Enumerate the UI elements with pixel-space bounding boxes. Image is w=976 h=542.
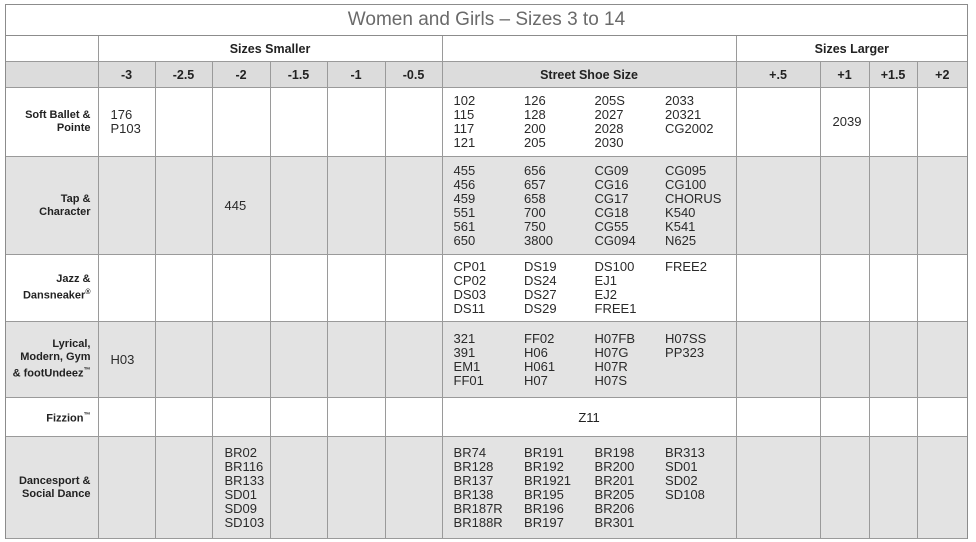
style-number: FREE2	[665, 259, 707, 274]
style-number: BR138	[453, 486, 494, 502]
style-number: H061	[524, 358, 556, 374]
table-row	[6, 322, 967, 398]
table-row	[6, 88, 967, 157]
size-cell	[327, 437, 385, 539]
column-header-blank	[6, 62, 98, 88]
size-cell	[327, 255, 385, 322]
style-number: 128	[524, 107, 546, 122]
style-number-column	[454, 332, 525, 388]
street-size-cell: Z11	[442, 398, 736, 437]
table-row	[6, 398, 967, 437]
style-number: N625	[665, 232, 697, 248]
style-number-column	[595, 332, 666, 388]
style-number-column	[524, 164, 595, 248]
size-cell	[385, 255, 442, 322]
style-number: CG2002	[665, 121, 714, 136]
size-cell	[270, 437, 327, 539]
style-number: BR128	[453, 458, 494, 474]
size-cell	[212, 398, 270, 437]
size-cell	[869, 437, 917, 539]
street-size-cell	[442, 157, 736, 255]
style-number: DS24	[524, 273, 557, 288]
style-number: CG55	[594, 218, 629, 234]
style-number: DS100	[594, 259, 635, 274]
size-cell	[98, 157, 155, 255]
size-cell	[155, 322, 212, 398]
style-number: DS03	[453, 287, 487, 302]
column-header: -0.5	[385, 62, 442, 88]
style-number: BR206	[594, 500, 635, 516]
size-cell	[917, 255, 967, 322]
style-number: 656	[524, 162, 546, 178]
size-cell	[212, 322, 270, 398]
style-number: FF02	[524, 330, 555, 346]
size-cell	[869, 255, 917, 322]
style-number-column	[454, 446, 525, 530]
style-number: BR197	[524, 514, 564, 530]
style-number: EM1	[453, 358, 481, 374]
style-number: BR205	[594, 486, 635, 502]
street-size-columns	[443, 164, 736, 248]
style-number: CP02	[453, 273, 487, 288]
size-cell	[155, 437, 212, 539]
size-cell	[98, 255, 155, 322]
style-number-column	[665, 446, 736, 530]
size-cell	[212, 88, 270, 157]
column-header: +.5	[736, 62, 820, 88]
style-number: CG095	[665, 162, 707, 178]
style-number: CG18	[594, 204, 629, 220]
style-number: H07R	[594, 358, 628, 374]
style-number: BR200	[594, 458, 635, 474]
style-number: H07G	[594, 344, 629, 360]
style-number-column	[454, 164, 525, 248]
style-number: 2030	[594, 135, 624, 150]
style-number: 561	[453, 218, 476, 234]
size-cell	[385, 88, 442, 157]
style-number: 117	[453, 121, 475, 136]
style-number-column	[665, 94, 736, 150]
style-number: DS19	[524, 259, 557, 274]
style-number: 551	[453, 204, 476, 220]
style-number-column	[595, 446, 666, 530]
style-number-column	[524, 332, 595, 388]
street-size-cell	[442, 88, 736, 157]
style-number: 200	[524, 121, 546, 136]
street-size-columns	[443, 94, 736, 150]
size-cell: 176 P103	[98, 88, 155, 157]
size-cell	[385, 437, 442, 539]
column-header: +1	[820, 62, 869, 88]
size-cell	[820, 437, 869, 539]
category-label: Dancesport & Social Dance	[6, 437, 98, 539]
style-number: 650	[453, 232, 476, 248]
style-number: H07FB	[594, 330, 636, 346]
style-number: EJ2	[594, 287, 617, 302]
size-cell	[385, 157, 442, 255]
size-cell	[736, 88, 820, 157]
style-number: CG100	[665, 176, 707, 192]
style-number-column	[595, 94, 666, 150]
size-cell	[155, 157, 212, 255]
style-number: BR1921	[524, 472, 572, 488]
style-number: BR191	[524, 444, 564, 460]
style-number-column	[665, 332, 736, 388]
style-number: 459	[453, 190, 476, 206]
style-number: BR137	[453, 472, 494, 488]
size-conversion-table	[6, 36, 967, 539]
size-cell	[385, 322, 442, 398]
size-cell	[155, 398, 212, 437]
size-cell	[736, 255, 820, 322]
style-number: CG16	[594, 176, 629, 192]
style-number: BR198	[594, 444, 635, 460]
style-number: DS29	[524, 301, 557, 316]
style-number: 121	[453, 135, 476, 150]
column-header: -1.5	[270, 62, 327, 88]
style-number: BR201	[594, 472, 635, 488]
size-cell	[869, 398, 917, 437]
category-label: Soft Ballet & Pointe	[6, 88, 98, 157]
size-cell	[917, 88, 967, 157]
style-number: CHORUS	[665, 190, 722, 206]
table-row	[6, 437, 967, 539]
style-number: 700	[524, 204, 546, 220]
size-cell	[270, 255, 327, 322]
table-row	[6, 255, 967, 322]
column-header: -2	[212, 62, 270, 88]
group-header-row	[6, 36, 967, 62]
size-cell	[869, 322, 917, 398]
size-cell: BR02 BR116 BR133 SD01 SD09 SD103	[212, 437, 270, 539]
style-number: SD108	[665, 486, 705, 502]
style-number: DS11	[453, 301, 486, 316]
size-cell	[917, 437, 967, 539]
column-header-row	[6, 62, 967, 88]
style-number: 321	[453, 330, 476, 346]
size-cell	[155, 255, 212, 322]
style-number: EJ1	[594, 273, 617, 288]
size-cell	[98, 398, 155, 437]
size-cell	[820, 157, 869, 255]
style-number-column	[454, 94, 525, 150]
style-number-column	[524, 260, 595, 316]
style-number: 455	[453, 162, 476, 178]
size-cell	[98, 437, 155, 539]
style-number-column	[524, 94, 595, 150]
style-number: BR187R	[453, 500, 503, 516]
size-cell	[270, 322, 327, 398]
size-cell	[917, 322, 967, 398]
style-number-column	[665, 260, 736, 316]
sizes-larger-header: Sizes Larger	[736, 36, 967, 62]
style-number-column	[454, 260, 525, 316]
size-cell	[327, 88, 385, 157]
size-cell	[736, 398, 820, 437]
sizes-smaller-header: Sizes Smaller	[98, 36, 442, 62]
style-number: BR188R	[453, 514, 503, 530]
size-cell	[820, 398, 869, 437]
size-cell	[212, 255, 270, 322]
style-number-column	[595, 164, 666, 248]
size-cell: 2039	[820, 88, 869, 157]
style-number: 2033	[665, 93, 694, 108]
column-header: -3	[98, 62, 155, 88]
style-number: H07S	[594, 372, 628, 388]
style-number: 658	[524, 190, 546, 206]
size-cell	[917, 398, 967, 437]
style-number: BR313	[665, 444, 705, 460]
size-cell	[736, 157, 820, 255]
style-number: H07	[524, 372, 548, 388]
style-number: 102	[453, 93, 476, 108]
style-number: 657	[524, 176, 546, 192]
size-cell	[270, 157, 327, 255]
style-number: 126	[524, 93, 546, 108]
street-size-cell	[442, 322, 736, 398]
category-label: Jazz & Dansneaker®	[6, 255, 98, 322]
style-number: 2028	[594, 121, 624, 136]
column-header: -1	[327, 62, 385, 88]
style-number: H07SS	[665, 330, 707, 346]
style-number: BR74	[453, 444, 487, 460]
column-header: +2	[917, 62, 967, 88]
column-header: +1.5	[869, 62, 917, 88]
size-cell	[327, 398, 385, 437]
style-number: FF01	[453, 372, 484, 388]
category-label: Tap & Character	[6, 157, 98, 255]
style-number: FREE1	[594, 301, 637, 316]
size-cell	[385, 398, 442, 437]
style-number: CP01	[453, 259, 487, 274]
chart-title: Women and Girls – Sizes 3 to 14	[6, 5, 967, 36]
style-number: K540	[665, 204, 696, 220]
style-number: BR196	[524, 500, 564, 516]
style-number: 391	[453, 344, 476, 360]
size-chart-frame	[5, 4, 968, 539]
column-header-street-shoe-size: Street Shoe Size	[442, 62, 736, 88]
style-number: K541	[665, 218, 696, 234]
size-cell: 445	[212, 157, 270, 255]
style-number: CG094	[594, 232, 636, 248]
size-cell	[869, 88, 917, 157]
style-number: 3800	[524, 232, 553, 248]
style-number: CG09	[594, 162, 629, 178]
style-number: BR301	[594, 514, 635, 530]
style-number: CG17	[594, 190, 629, 206]
table-row	[6, 157, 967, 255]
style-number: DS27	[524, 287, 557, 302]
size-cell	[869, 157, 917, 255]
style-number: BR192	[524, 458, 564, 474]
street-group-cell	[442, 36, 736, 62]
street-size-cell	[442, 437, 736, 539]
style-number: 2027	[594, 107, 624, 122]
size-cell	[820, 322, 869, 398]
street-size-columns	[443, 446, 736, 530]
street-size-columns	[443, 332, 736, 388]
style-number: SD02	[665, 472, 698, 488]
style-number: 205S	[594, 93, 625, 108]
size-cell	[327, 322, 385, 398]
column-header: -2.5	[155, 62, 212, 88]
style-number: 115	[453, 107, 475, 122]
size-cell	[736, 437, 820, 539]
style-number: 456	[453, 176, 476, 192]
category-label: Fizzion™	[6, 398, 98, 437]
size-cell	[270, 88, 327, 157]
style-number-column	[524, 446, 595, 530]
style-number: 750	[524, 218, 546, 234]
size-cell	[327, 157, 385, 255]
corner-cell	[6, 36, 98, 62]
size-cell	[820, 255, 869, 322]
style-number: PP323	[665, 344, 705, 360]
style-number: H06	[524, 344, 548, 360]
style-number: BR195	[524, 486, 564, 502]
style-number: 20321	[665, 107, 702, 122]
style-number-column	[665, 164, 736, 248]
size-cell	[917, 157, 967, 255]
street-size-cell	[442, 255, 736, 322]
size-cell	[155, 88, 212, 157]
style-number: SD01	[665, 458, 698, 474]
street-size-columns	[443, 260, 736, 316]
category-label: Lyrical, Modern, Gym & footUndeez™	[6, 322, 98, 398]
style-number-column	[595, 260, 666, 316]
size-cell	[270, 398, 327, 437]
size-cell: H03	[98, 322, 155, 398]
size-cell	[736, 322, 820, 398]
style-number: 205	[524, 135, 546, 150]
